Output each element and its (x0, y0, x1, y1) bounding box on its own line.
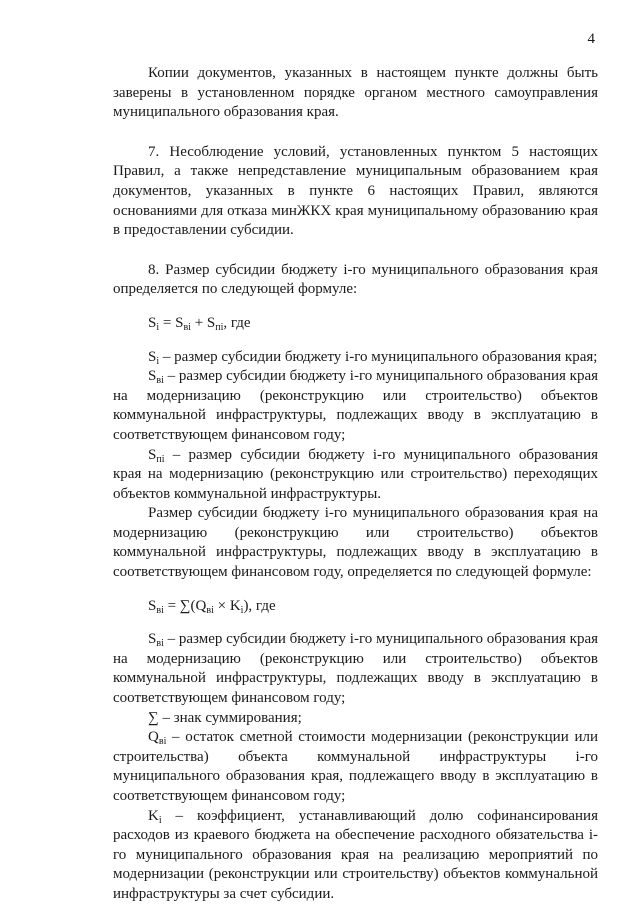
page-number: 4 (587, 31, 595, 47)
formula-text: = (159, 314, 176, 331)
definition-text: – коэффициент, устанавливающий долю софинансирования расходов из краевого бюджета на обеспечение расходного обязательства i-го муниципального образования края на реализацию мероприятий по модернизации (реконструкции или строительству) объектов коммунальной инфраструктуры за счет субсидии. (113, 807, 598, 902)
definition-text: – остаток сметной стоимости модернизации (реконструкции или строительства) объекта коммунальной инфраструктуры i-го муниципального образования края, подлежащего вводу в эксплуатацию в соответствующем финансовом году; (113, 729, 598, 804)
definition-text: – размер субсидии бюджету i-го муниципального образования края на модернизацию (реконструкцию или строительство) объектов коммунальной инфраструктуры, подлежащих вводу в эксплуатацию в соответствующем финансовом году; (113, 631, 598, 707)
symbol-subscript: вi (158, 736, 167, 748)
formula-text: × (213, 597, 230, 614)
paragraph-8: 8. Размер субсидии бюджету i-го муниципального образования края определяется по следующей формуле: (113, 261, 598, 298)
formula-symbol: Q (195, 597, 207, 614)
definition-text: – размер субсидии бюджету i-го муниципального образования края; (159, 348, 598, 365)
formula-symbol: S (175, 314, 184, 331)
paragraph-size: Размер субсидии бюджету i-го муниципального образования края на модернизацию (реконструкцию или строительство) объектов коммунальной инфраструктуры, подлежащих вводу в эксплуатацию в соответствующем финансовом году, определяется по следующей формуле: (113, 505, 598, 581)
definition-sbi-2 (113, 630, 598, 708)
symbol: S (148, 348, 157, 365)
formula-subscript: вi (156, 604, 164, 616)
definition-sum: ∑ – знак суммирования; (148, 709, 302, 726)
formula-symbol: S (148, 314, 157, 331)
definition-si (113, 348, 598, 368)
document-body (113, 64, 598, 905)
symbol: S (148, 446, 157, 463)
symbol-subscript: i (156, 355, 160, 367)
symbol-subscript: i (158, 814, 162, 826)
paragraph-7: 7. Несоблюдение условий, установленных пунктом 5 настоящих Правил, а также непредставление муниципальным образованием края документов, указанных в пункте 6 настоящих Правил, являются основаниями для отказа минЖКХ края муниципальному образованию края в предоставлении субсидии. (113, 143, 598, 239)
paragraph-copies: Копии документов, указанных в настоящем пункте должны быть заверены в установленном порядке органом местного самоуправления муниципального образования края. (113, 65, 598, 121)
definition-text: – размер субсидии бюджету i-го муниципального образования края на модернизацию (реконструкцию или строительство) объектов коммунальной инфраструктуры, подлежащих вводу в эксплуатацию в соответствующем финансовом году; (113, 368, 598, 443)
symbol-subscript: вi (156, 638, 164, 650)
definition-ki (113, 807, 598, 905)
formula-subscript: вi (183, 321, 191, 333)
formula-subscript: i (240, 604, 244, 616)
formula-subscript: i (156, 321, 160, 333)
definition-spi (113, 446, 598, 505)
formula-text: ), где (243, 597, 276, 614)
formula-symbol: S (206, 314, 216, 331)
formula-text: , где (223, 314, 251, 331)
symbol: Q (148, 729, 159, 746)
formula-text: + (190, 314, 207, 331)
definition-qbi (113, 728, 598, 806)
definition-text: – размер субсидии бюджету i-го муниципального образования края на модернизацию (реконструкцию или строительство) переходящих объектов коммунальной инфраструктуры. (113, 446, 598, 502)
symbol-subscript: вi (156, 375, 164, 387)
formula-subscript: вi (206, 604, 214, 616)
formula-symbol: K (229, 597, 241, 614)
symbol-subscript: пi (156, 453, 165, 465)
formula-1 (113, 314, 598, 334)
formula-2 (113, 597, 598, 617)
definition-sbi (113, 367, 598, 445)
formula-text: = ∑( (163, 597, 196, 614)
symbol: S (148, 368, 157, 385)
formula-symbol: S (148, 597, 157, 614)
formula-subscript: пi (215, 321, 224, 333)
symbol: K (148, 807, 159, 824)
symbol: S (148, 631, 157, 648)
